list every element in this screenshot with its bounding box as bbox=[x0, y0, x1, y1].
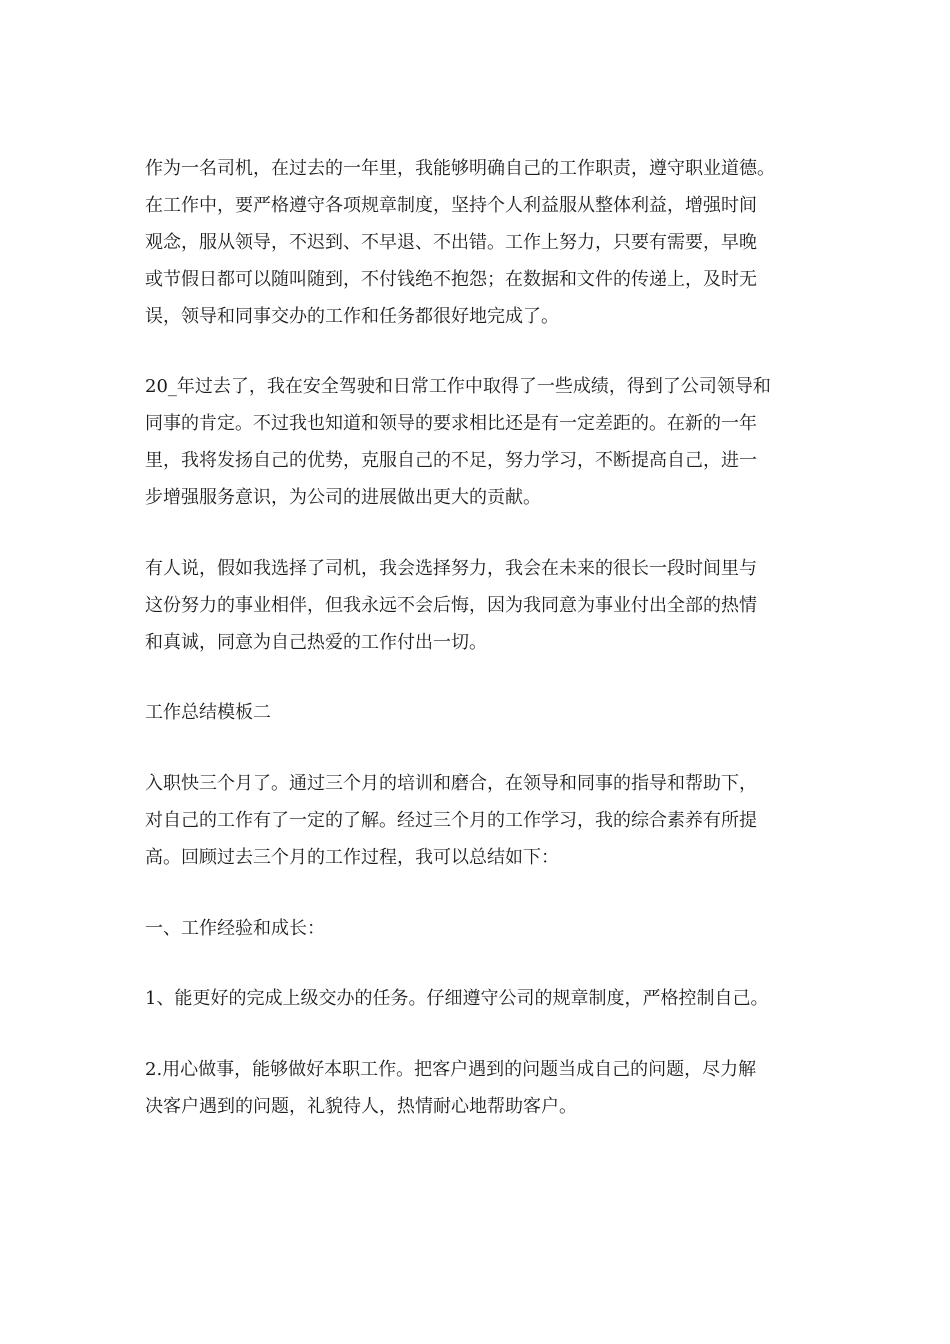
text-line: 里，我将发扬自己的优势，克服自己的不足，努力学习，不断提高自己，进一 bbox=[145, 450, 757, 471]
text-line: 高。回顾过去三个月的工作过程，我可以总结如下： bbox=[145, 847, 559, 868]
paragraph-driver-duties bbox=[145, 150, 810, 335]
list-item-2 bbox=[145, 1051, 810, 1125]
text-line: 步增强服务意识，为公司的进展做出更大的贡献。 bbox=[145, 487, 541, 508]
text-line: 观念，服从领导，不迟到、不早退、不出错。工作上努力，只要有需要，早晚 bbox=[145, 232, 757, 253]
document-page bbox=[145, 150, 810, 1159]
text-line: 1、能更好的完成上级交办的任务。仔细遵守公司的规章制度，严格控制自己。 bbox=[145, 988, 769, 1009]
text-line: 和真诚，同意为自己热爱的工作付出一切。 bbox=[145, 632, 487, 653]
heading-text: 工作总结模板二 bbox=[145, 702, 271, 723]
paragraph-three-months bbox=[145, 765, 810, 876]
text-line: 20_年过去了，我在安全驾驶和日常工作中取得了一些成绩，得到了公司领导和 bbox=[145, 376, 771, 397]
text-line: 或节假日都可以随叫随到，不付钱绝不抱怨；在数据和文件的传递上，及时无 bbox=[145, 269, 757, 290]
list-item-1 bbox=[145, 980, 810, 1017]
text-line: 有人说，假如我选择了司机，我会选择努力，我会在未来的很长一段时间里与 bbox=[145, 558, 757, 579]
text-line: 作为一名司机，在过去的一年里，我能够明确自己的工作职责，遵守职业道德。 bbox=[145, 158, 775, 179]
text-line: 入职快三个月了。通过三个月的培训和磨合，在领导和同事的指导和帮助下， bbox=[145, 773, 757, 794]
text-line: 同事的肯定。不过我也知道和领导的要求相比还是有一定差距的。在新的一年 bbox=[145, 413, 757, 434]
subsection-heading-experience bbox=[145, 910, 810, 947]
text-line: 决客户遇到的问题，礼貌待人，热情耐心地帮助客户。 bbox=[145, 1096, 577, 1117]
text-line: 在工作中，要严格遵守各项规章制度，坚持个人利益服从整体利益，增强时间 bbox=[145, 195, 757, 216]
text-line: 对自己的工作有了一定的了解。经过三个月的工作学习，我的综合素养有所提 bbox=[145, 810, 757, 831]
text-line: 这份努力的事业相伴，但我永远不会后悔，因为我同意为事业付出全部的热情 bbox=[145, 595, 757, 616]
paragraph-commitment bbox=[145, 550, 810, 661]
text-line: 误，领导和同事交办的工作和任务都很好地完成了。 bbox=[145, 306, 559, 327]
text-line: 2.用心做事，能够做好本职工作。把客户遇到的问题当成自己的问题，尽力解 bbox=[145, 1059, 757, 1080]
heading-text: 一、工作经验和成长： bbox=[145, 918, 325, 939]
paragraph-year-review bbox=[145, 368, 810, 516]
section-heading-template-two bbox=[145, 694, 810, 731]
